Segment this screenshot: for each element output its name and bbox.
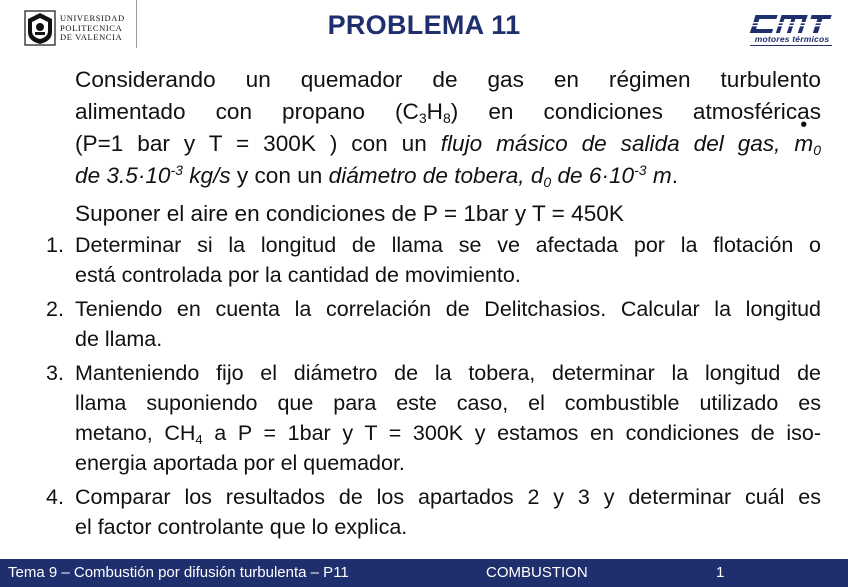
cmt-logo xyxy=(748,14,834,46)
footer-topic: Tema 9 – Combustión por difusión turbulenta – P11 xyxy=(8,564,349,581)
cmt-logo-mark xyxy=(748,14,834,34)
item-number: 2. xyxy=(46,297,64,321)
item-number: 4. xyxy=(46,485,64,509)
item-number: 3. xyxy=(46,361,64,385)
slide-header xyxy=(0,0,848,56)
statement-line-4: de $3.5\cdot 10^{-3}$ kg/s y con un diámetro de tobera, $d_0$ de $6\cdot 10^{-3}$ m. xyxy=(75,162,678,190)
item-text: Determinar si la longitud de llama se ve afectada por la flotación o está controlada por la cantidad de movimiento. xyxy=(75,233,821,287)
air-conditions: Suponer el aire en condiciones de P = 1bar y T = 450K xyxy=(75,201,624,226)
problem-statement xyxy=(75,64,821,192)
cmt-subtitle: motores térmicos xyxy=(754,34,830,44)
page-number: 1 xyxy=(716,564,725,581)
footer-course: COMBUSTION xyxy=(486,564,588,581)
item-text: Comparar los resultados de los apartados 2 y 3 y determinar cuál es el factor controlante que lo explica. xyxy=(75,485,821,539)
page-title: PROBLEMA 11 xyxy=(327,10,521,40)
cmt-underline xyxy=(750,45,832,46)
slide-footer xyxy=(0,559,848,587)
statement-line-1: Considerando un quemador de gas en régimen turbulento xyxy=(75,67,821,92)
item-text: Teniendo en cuenta la correlación de Delitchasios. Calcular la longitud de llama. xyxy=(75,297,821,351)
item-text: Manteniendo fijo el diámetro de la tobera, determinar la longitud de llama suponiendo que para este caso, el combustible utilizado es metano, $CH_4$ a P = 1bar y T = 300K y estamos en condiciones de iso- energia aportada por el quemador. xyxy=(75,361,821,475)
item-number: 1. xyxy=(46,233,64,257)
statement-line-2: alimentado con propano $(C_3H_8)$ en condiciones atmosféricas xyxy=(75,99,821,126)
mass-flow-symbol: • m xyxy=(794,128,813,160)
statement-line-3: (P=1 bar y T = 300K ) con un flujo másico de salida del gas, • $m_0$ xyxy=(75,128,821,160)
university-name: UNIVERSIDAD POLITECNICA DE VALENCIA xyxy=(60,13,125,42)
